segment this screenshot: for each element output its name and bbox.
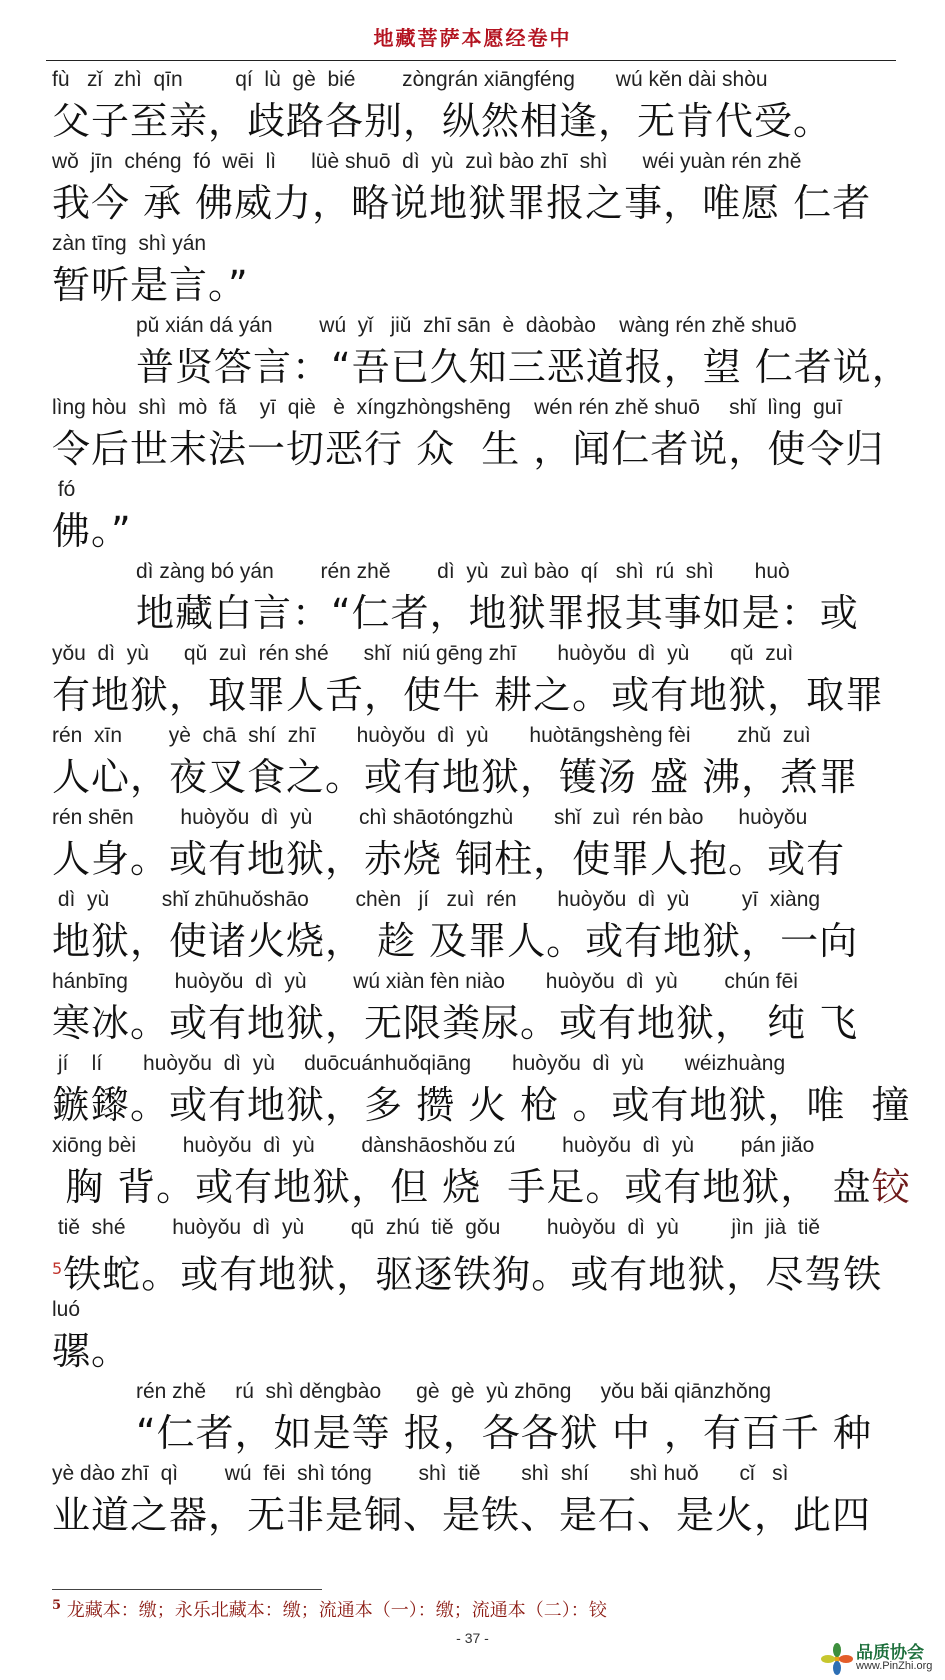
pinyin-annotation: wǒ jīn chéng fó wēi lì lüè shuō dì yù zuì bào zhī shì wéi yuàn rén zhě <box>52 150 802 173</box>
pinyin-annotation: fù zǐ zhì qīn qí lù gè bié zòngrán xiāngféng wú kěn dài shòu <box>52 68 768 91</box>
footnote-number: 5 <box>52 1598 62 1613</box>
hanzi-characters: 父子至亲，歧路各别，纵然相逢，无肯代受。 <box>52 99 833 143</box>
pinyin-annotation: dì yù shǐ zhūhuǒshāo chèn jí zuì rén huòyǒu dì yù yī xiàng <box>52 888 821 911</box>
hanzi-text <box>136 588 897 638</box>
text-line <box>52 884 897 966</box>
text-line <box>52 474 897 556</box>
pinyin-annotation: rén zhě rú shì děngbào gè gè yù zhōng yǒu bǎi qiānzhǒng <box>136 1380 772 1403</box>
text-line <box>52 802 897 884</box>
hanzi-text <box>52 178 897 228</box>
hanzi-characters: 人身。或有地狱，赤烧 铜柱，使罪人抱。或有 <box>52 837 846 881</box>
text-line <box>52 1212 897 1297</box>
hanzi-characters: 我今 承 佛威力，略说地狱罪报之事，唯愿 仁者 <box>52 181 872 225</box>
pinyin-annotation: dì zàng bó yán rén zhě dì yù zuì bào qí shì rú shì huò <box>136 560 790 583</box>
text-line <box>52 1458 897 1540</box>
text-line <box>52 720 897 802</box>
hanzi-text <box>52 670 897 720</box>
text-line <box>52 392 897 474</box>
header-divider <box>46 60 896 61</box>
scripture-text <box>52 64 911 1540</box>
pinyin-annotation: rén xīn yè chā shí zhī huòyǒu dì yù huòtāngshèng fèi zhǔ zuì <box>52 724 811 747</box>
text-line <box>52 228 897 310</box>
pinyin-annotation: jí lí huòyǒu dì yù duōcuánhuǒqiāng huòyǒu dì yù wéizhuàng <box>52 1052 786 1075</box>
hanzi-text <box>52 1490 897 1540</box>
hanzi-text <box>52 752 897 802</box>
footnote-divider <box>52 1589 322 1590</box>
text-line <box>52 638 897 720</box>
page-number: - 37 - <box>456 1630 489 1646</box>
hanzi-characters: 地藏白言：“仁者，地狱罪报其事如是：或 <box>136 591 859 635</box>
hanzi-text <box>52 998 897 1048</box>
text-line <box>52 1048 911 1130</box>
hanzi-text <box>52 1326 897 1376</box>
pinyin-annotation: yǒu dì yù qǔ zuì rén shé shǐ niú gēng zhī huòyǒu dì yù qǔ zuì <box>52 642 794 665</box>
hanzi-characters: 寒冰。或有地狱，无限粪尿。或有地狱， 纯 飞 <box>52 1001 859 1045</box>
hanzi-characters: 骡。 <box>52 1329 131 1373</box>
hanzi-text <box>52 424 897 474</box>
hanzi-text <box>52 916 897 966</box>
footnote-text: 龙藏本：缴；永乐北藏本：缴；流通本（一）：缴；流通本（二）：铰 <box>66 1600 607 1621</box>
variant-character: 铰 <box>871 1165 911 1209</box>
hanzi-characters: 人心，夜叉食之。或有地狱，镬汤 盛 沸，煮罪 <box>52 755 859 799</box>
pinyin-annotation: rén shēn huòyǒu dì yù chì shāotóngzhù shǐ zuì rén bào huòyǒu <box>52 806 808 829</box>
pinyin-annotation: pǔ xián dá yán wú yǐ jiǔ zhī sān è dàobào wàng rén zhě shuō <box>136 314 797 337</box>
hanzi-characters: “仁者，如是等 报，各各狱 中 ，有百千 种 <box>136 1411 873 1455</box>
hanzi-text <box>136 1408 897 1458</box>
hanzi-text <box>52 96 897 146</box>
document-header: 地藏菩萨本愿经卷中 <box>373 26 572 50</box>
text-line <box>52 966 897 1048</box>
pinyin-annotation: xiōng bèi huòyǒu dì yù dànshāoshǒu zú huòyǒu dì yù pán jiǎo <box>52 1134 815 1157</box>
logo-name: 品质协会 <box>856 1643 924 1663</box>
hanzi-characters: 鏃鑗。或有地狱，多 攒 火 枪 。或有地狱，唯 撞 <box>52 1083 911 1127</box>
pinyin-annotation: lìng hòu shì mò fǎ yī qiè è xíngzhòngshēng wén rén zhě shuō shǐ lìng guī <box>52 396 843 419</box>
text-line <box>52 1376 897 1458</box>
hanzi-characters: 地狱，使诸火烧， 趁 及罪人。或有地狱，一向 <box>52 919 859 963</box>
text-line <box>52 1130 911 1212</box>
hanzi-text <box>52 834 897 884</box>
hanzi-characters: 有地狱，取罪人舌，使牛 耕之。或有地狱，取罪 <box>52 673 885 717</box>
footnote-reference[interactable]: 5 <box>52 1259 64 1278</box>
text-line <box>52 556 897 638</box>
hanzi-text <box>52 1080 911 1130</box>
pinyin-annotation: zàn tīng shì yán <box>52 232 207 255</box>
pinyin-annotation: luó <box>52 1298 81 1321</box>
hanzi-text <box>136 342 911 392</box>
hanzi-text <box>52 506 897 556</box>
hanzi-text <box>52 260 897 310</box>
footnote <box>52 1596 607 1622</box>
pinyin-annotation: hánbīng huòyǒu dì yù wú xiàn fèn niào huòyǒu dì yù chún fēi <box>52 970 798 993</box>
text-line <box>52 64 897 146</box>
pinyin-annotation: yè dào zhī qì wú fēi shì tóng shì tiě shì shí shì huǒ cǐ sì <box>52 1462 789 1485</box>
hanzi-characters: 暂听是言。” <box>52 263 249 307</box>
logo-icon <box>820 1642 854 1676</box>
hanzi-characters: 业道之器，无非是铜、是铁、是石、是火，此四 <box>52 1493 872 1537</box>
hanzi-text <box>52 1244 897 1297</box>
site-logo[interactable] <box>820 1638 945 1680</box>
pinyin-annotation: fó <box>52 478 76 501</box>
pinyin-annotation: tiě shé huòyǒu dì yù qū zhú tiě gǒu huòyǒu dì yù jìn jià tiě <box>52 1216 821 1239</box>
hanzi-characters: 令后世末法一切恶行 众 生 ，闻仁者说，使令归 <box>52 427 885 471</box>
hanzi-characters: 佛。” <box>52 509 132 553</box>
hanzi-text <box>52 1162 911 1212</box>
hanzi-characters: 铁蛇。或有地狱，驱逐铁狗。或有地狱，尽驾铁 <box>63 1252 883 1297</box>
hanzi-characters: 普贤答言：“吾已久知三恶道报，望 仁者说， <box>136 345 911 389</box>
hanzi-characters: 胸 背。或有地狱，但 烧 手足。或有地狱， 盘 <box>52 1165 872 1209</box>
text-line <box>52 146 897 228</box>
text-line <box>52 1294 897 1376</box>
logo-url: www.PinZhi.org <box>856 1660 933 1672</box>
text-line <box>52 310 911 392</box>
